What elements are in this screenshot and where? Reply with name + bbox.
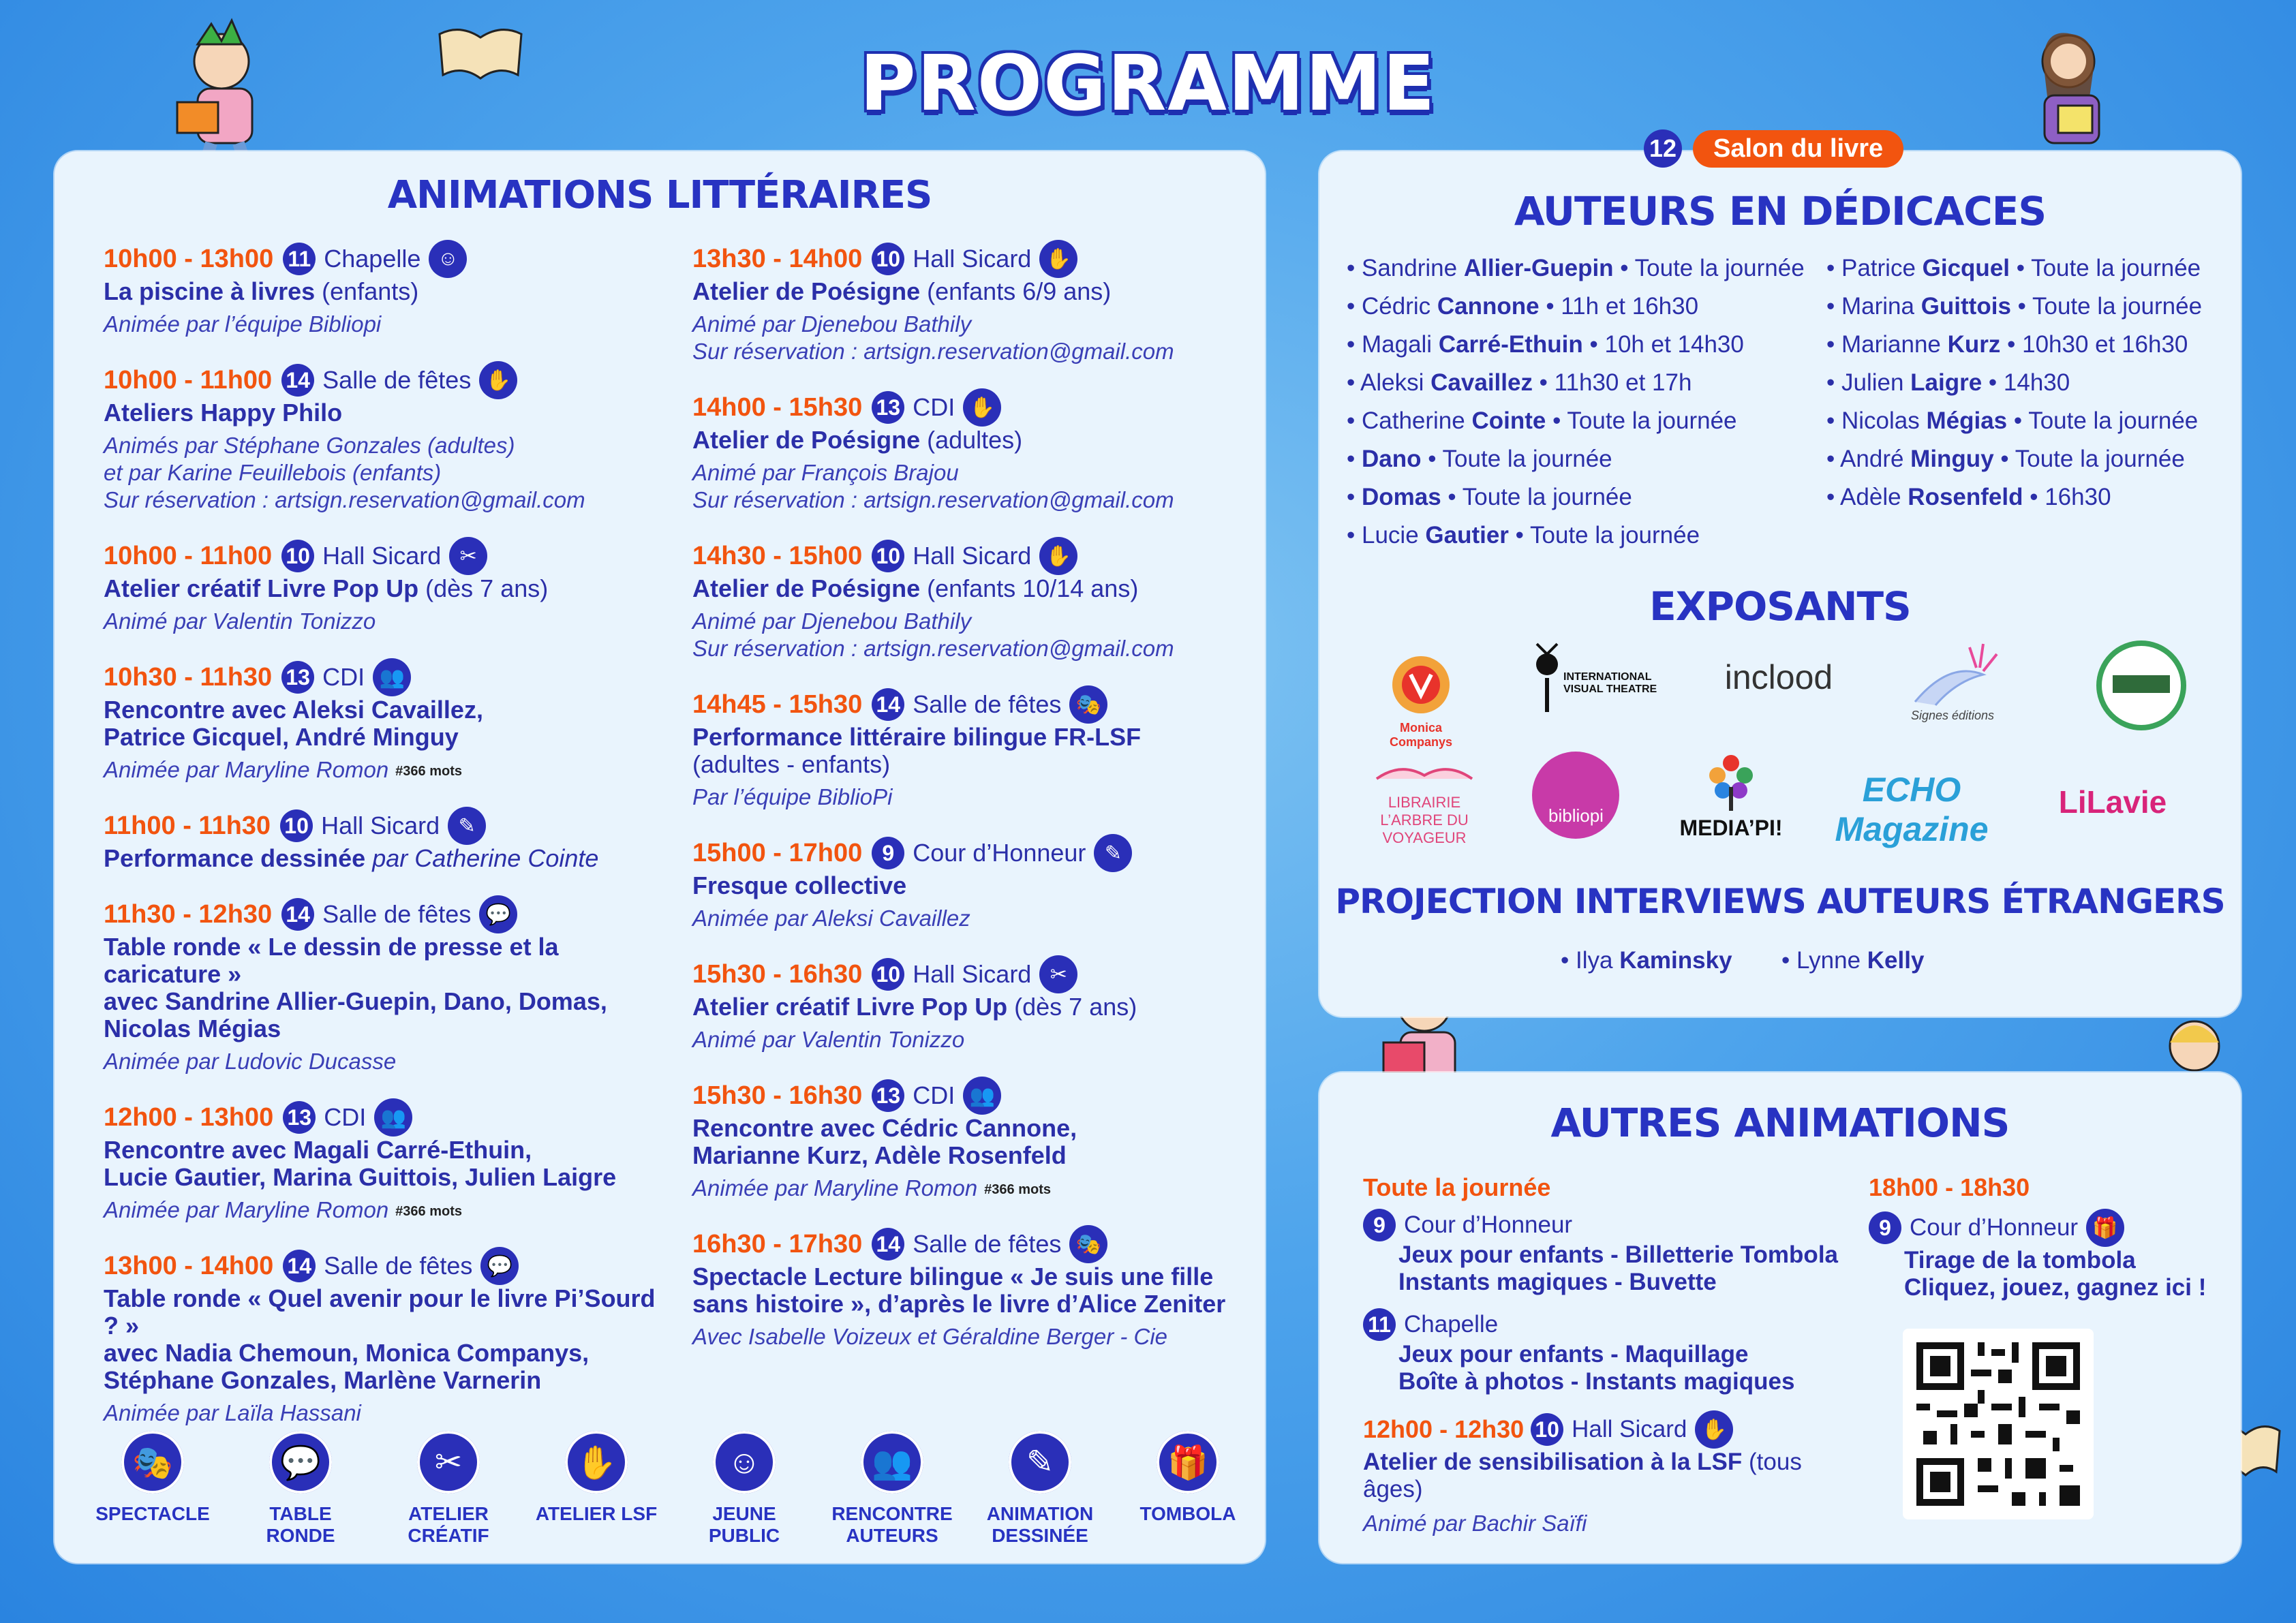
event-host: Animé par Djenebou Bathily — [692, 311, 972, 337]
location-number: 14 — [872, 688, 904, 721]
author-row: • Dano • Toute la journée — [1347, 446, 1612, 472]
rencontre-auteurs-icon: 👥 — [374, 1098, 412, 1137]
author-first-name: Sandrine — [1361, 255, 1464, 281]
activity-line: Tirage de la tombola — [1904, 1247, 2136, 1273]
event-header — [692, 685, 1251, 724]
location-name: Chapelle — [1404, 1311, 1499, 1338]
location-name: Salle de fêtes — [913, 690, 1062, 718]
event-time: 10h00 - 11h00 — [104, 365, 273, 395]
event-host: Sur réservation : artsign.reservation@gmail.com — [692, 636, 1174, 661]
activity-line: Boîte à photos - Instants magiques — [1398, 1368, 1795, 1395]
366-mots-logo: #366 mots — [395, 764, 463, 779]
atelier-lsf-icon: ✋ — [565, 1431, 628, 1494]
authors-list-right — [1826, 249, 2202, 516]
event-time: 12h00 - 12h30 — [1363, 1415, 1525, 1443]
legend-label: RENCONTRE — [831, 1503, 953, 1524]
event-time: 18h00 - 18h30 — [1869, 1173, 2030, 1201]
event-host: Animés par Stéphane Gonzales (adultes) — [104, 433, 515, 458]
location-name: Cour d’Honneur — [913, 839, 1086, 867]
author-last-name: Gicquel — [1922, 255, 2010, 281]
author-last-name: Dano — [1361, 446, 1422, 472]
logo-inclood: inclood — [1724, 658, 1833, 696]
event-title-line: Stéphane Gonzales, Marlène Varnerin — [104, 1366, 542, 1394]
projection-person: • Lynne Kelly — [1781, 947, 1925, 974]
event-host: Animé par Bachir Saïfi — [1363, 1511, 1587, 1536]
salon-header — [1644, 129, 1903, 168]
animation-dessinee-icon: ✎ — [1094, 834, 1132, 872]
atelier-lsf-icon: ✋ — [963, 388, 1001, 427]
legend-item — [85, 1431, 221, 1525]
author-first-name: Catherine — [1361, 407, 1472, 434]
event-item — [692, 1225, 1251, 1350]
location-number: 11 — [1363, 1308, 1396, 1341]
event-header — [104, 658, 662, 696]
activity-line: Instants magiques - Buvette — [1398, 1269, 1717, 1295]
jeune-public-icon: ☺ — [713, 1431, 776, 1494]
location-number: 10 — [280, 809, 313, 842]
activity-line: Jeux pour enfants - Maquillage — [1398, 1341, 1749, 1367]
legend-item — [380, 1431, 517, 1547]
legend-item — [528, 1431, 664, 1525]
legend-label: SPECTACLE — [95, 1503, 210, 1524]
author-time: • 10h30 et 16h30 — [2000, 331, 2188, 358]
event-host: Animée par Laïla Hassani — [104, 1400, 361, 1425]
legend-label: TABLE — [269, 1503, 332, 1524]
event-title: Table ronde « Le dessin de presse et la caricature » — [104, 933, 559, 988]
event-header — [104, 807, 662, 845]
location-name: Hall Sicard — [913, 245, 1032, 273]
event-title-line: sans histoire », d’après le livre d’Alice Zeniter — [692, 1290, 1226, 1318]
event-host: Animée par l’équipe Bibliopi — [104, 311, 382, 337]
location-name: Hall Sicard — [913, 542, 1032, 570]
location-name: Cour d’Honneur — [1910, 1214, 2079, 1241]
author-last-name: Guittois — [1920, 293, 2011, 320]
location-number: 10 — [872, 243, 904, 275]
location-number: 14 — [283, 1250, 316, 1282]
event-header — [692, 537, 1251, 575]
legend-label: ATELIER LSF — [535, 1503, 658, 1524]
location-name: Hall Sicard — [321, 812, 440, 839]
event-time: 10h00 - 11h00 — [104, 541, 273, 570]
event-title: Atelier de Poésigne (adultes) — [692, 426, 1023, 454]
projection-person: • Ilya Kaminsky — [1561, 947, 1732, 974]
event-item — [692, 388, 1251, 514]
location-name: Salle de fêtes — [913, 1230, 1062, 1258]
legend-item — [824, 1431, 960, 1547]
event-title: Atelier de Poésigne (enfants 6/9 ans) — [692, 277, 1112, 305]
authors-list-left — [1347, 249, 1805, 555]
author-last-name: Minguy — [1910, 446, 1994, 472]
event-time: 14h45 - 15h30 — [692, 690, 863, 719]
author-time: • 11h30 et 17h — [1532, 369, 1692, 396]
event-host: Sur réservation : artsign.reservation@gmail.com — [692, 339, 1174, 364]
event-time: 11h00 - 11h30 — [104, 811, 271, 840]
author-row: • Lucie Gautier • Toute la journée — [1347, 522, 1700, 548]
event-host: Animée par Maryline Romon #366 mots — [692, 1175, 1052, 1201]
event-time: 14h00 - 15h30 — [692, 392, 863, 422]
event-title: Fresque collective — [692, 871, 907, 899]
author-row: • Catherine Cointe • Toute la journée — [1347, 407, 1737, 434]
event-item — [104, 1098, 662, 1224]
event-title: Atelier de sensibilisation à la LSF (tous âges) — [1363, 1449, 1802, 1502]
event-time: 15h30 - 16h30 — [692, 959, 863, 989]
rencontre-auteurs-icon: 👥 — [861, 1431, 923, 1494]
atelier-lsf-icon: ✋ — [1039, 240, 1077, 278]
event-title: Spectacle Lecture bilingue « Je suis une fille — [692, 1263, 1214, 1290]
author-last-name: Cointe — [1471, 407, 1546, 434]
table-ronde-icon: 💬 — [479, 895, 517, 933]
legend-label: RONDE — [266, 1525, 335, 1546]
animation-dessinee-icon: ✎ — [448, 807, 486, 845]
location-name: CDI — [913, 393, 955, 421]
event-item — [692, 685, 1251, 811]
location-number: 9 — [872, 837, 904, 869]
event-host: Animé par Valentin Tonizzo — [692, 1027, 965, 1052]
legend-label: AUTEURS — [846, 1525, 938, 1546]
event-host: Animée par Aleksi Cavaillez — [692, 906, 970, 931]
author-first-name: Adèle — [1840, 484, 1908, 510]
qr-code[interactable] — [1903, 1329, 2094, 1519]
location-number: 10 — [281, 540, 314, 572]
location-name: Hall Sicard — [322, 542, 442, 570]
logo-signes-editions: Signes éditions — [1895, 634, 2010, 736]
logo-lilavie: LiLavie — [2058, 784, 2167, 820]
event-time: 13h30 - 14h00 — [692, 244, 863, 273]
animations-title: ANIMATIONS LITTÉRAIRES — [387, 173, 932, 217]
event-header — [692, 834, 1251, 872]
location-number: 11 — [283, 243, 316, 275]
event-time: 11h30 - 12h30 — [104, 899, 273, 929]
exposants-title: EXPOSANTS — [1649, 583, 1911, 630]
activity-line: Jeux pour enfants - Billetterie Tombola — [1398, 1241, 1839, 1268]
event-header — [692, 240, 1251, 278]
author-row: • Magali Carré-Ethuin • 10h et 14h30 — [1347, 331, 1744, 358]
event-audience: (adultes - enfants) — [692, 750, 891, 778]
location-name: Hall Sicard — [1572, 1416, 1687, 1442]
location-number: 10 — [872, 958, 904, 991]
location-number: 13 — [872, 391, 904, 424]
spectacle-icon: 🎭 — [121, 1431, 184, 1494]
legend-label: TOMBOLA — [1139, 1503, 1236, 1524]
author-row: • Nicolas Mégias • Toute la journée — [1826, 407, 2199, 434]
event-item — [104, 658, 662, 784]
event-title: Rencontre avec Magali Carré-Ethuin, — [104, 1136, 532, 1164]
location-number: 13 — [281, 661, 314, 694]
author-row: • Cédric Cannone • 11h et 16h30 — [1347, 293, 1699, 320]
location-name: CDI — [913, 1081, 955, 1109]
author-first-name: Nicolas — [1841, 407, 1927, 434]
legend-label: JEUNE — [712, 1503, 776, 1524]
atelier-lsf-icon: ✋ — [479, 361, 517, 399]
event-host: Par l’équipe BiblioPi — [692, 784, 893, 809]
event-title-line: Marianne Kurz, Adèle Rosenfeld — [692, 1141, 1067, 1169]
event-item — [104, 361, 662, 514]
location-name: CDI — [322, 663, 365, 691]
event-host: Animé par François Brajou — [692, 460, 959, 485]
event-host: Animé par Valentin Tonizzo — [104, 608, 376, 634]
event-title: La piscine à livres (enfants) — [104, 277, 419, 305]
salon-badge: Salon du livre — [1693, 130, 1903, 168]
legend-item — [1120, 1431, 1256, 1525]
location-number: 14 — [281, 364, 314, 397]
activity-line: Cliquez, jouez, gagnez ici ! — [1904, 1274, 2207, 1301]
spectacle-icon: 🎭 — [1069, 1225, 1107, 1263]
event-item — [104, 895, 662, 1075]
author-time: • 14h30 — [1982, 369, 2070, 396]
scissors-icon: ✂ — [449, 537, 487, 575]
event-title-line: avec Nadia Chemoun, Monica Companys, — [104, 1339, 590, 1367]
logo-green-circle — [2094, 638, 2189, 733]
atelier-lsf-icon: ✋ — [1039, 537, 1077, 575]
author-last-name: Domas — [1361, 484, 1441, 510]
location-number: 10 — [1531, 1413, 1563, 1446]
event-item — [104, 807, 662, 872]
366-mots-logo: #366 mots — [395, 1204, 463, 1220]
logo-ivt: INTERNATIONAL VISUAL THEATRE — [1533, 637, 1656, 726]
event-header — [104, 895, 662, 933]
event-header — [692, 1225, 1251, 1263]
rencontre-auteurs-icon: 👥 — [963, 1077, 1001, 1115]
author-last-name: Rosenfeld — [1908, 484, 2023, 510]
atelier-lsf-icon: ✋ — [1695, 1410, 1733, 1449]
author-last-name: Cavaillez — [1430, 369, 1533, 396]
tombola-icon: 🎁 — [1157, 1431, 1219, 1494]
location-name: Salle de fêtes — [322, 366, 472, 394]
event-header — [692, 955, 1251, 993]
author-last-name: Cannone — [1437, 293, 1540, 320]
author-last-name: Kurz — [1947, 331, 2001, 358]
author-last-name: Allier-Guepin — [1463, 255, 1614, 281]
autres-left — [1363, 1173, 1854, 1537]
event-title: Atelier créatif Livre Pop Up (dès 7 ans) — [104, 574, 549, 602]
event-title-line: Patrice Gicquel, André Minguy — [104, 723, 459, 751]
author-time: • Toute la journée — [1421, 446, 1612, 472]
event-time: 16h30 - 17h30 — [692, 1229, 863, 1258]
event-host: et par Karine Feuillebois (enfants) — [104, 460, 442, 485]
event-header — [692, 1077, 1251, 1115]
event-title: Performance littéraire bilingue FR-LSF — [692, 723, 1142, 751]
projection-title: PROJECTION INTERVIEWS AUTEURS ÉTRANGERS — [1335, 882, 2225, 921]
legend-label: ATELIER — [408, 1503, 489, 1524]
event-title: Performance dessinée par Catherine Cointe — [104, 844, 599, 872]
location-number: 14 — [281, 898, 314, 931]
location-number: 9 — [1363, 1209, 1396, 1241]
366-mots-logo: #366 mots — [984, 1182, 1052, 1198]
event-item — [692, 537, 1251, 662]
event-item — [104, 240, 662, 338]
location-number: 13 — [283, 1101, 316, 1134]
event-title: Atelier de Poésigne (enfants 10/14 ans) — [692, 574, 1139, 602]
author-time: • 16h30 — [2023, 484, 2111, 510]
event-host: Animée par Maryline Romon #366 mots — [104, 757, 463, 782]
event-time: 10h00 - 13h00 — [104, 244, 274, 273]
all-day-label: Toute la journée — [1363, 1173, 1551, 1201]
location-name: Cour d’Honneur — [1404, 1211, 1573, 1238]
author-time: • Toute la journée — [2010, 293, 2203, 320]
logo-mediapi: MEDIA’PI! — [1670, 749, 1792, 845]
event-item — [692, 955, 1251, 1053]
location-number: 14 — [872, 1228, 904, 1261]
page-title: PROGRAMME — [859, 40, 1437, 128]
event-title-line: avec Sandrine Allier-Guepin, Dano, Domas, — [104, 987, 607, 1015]
location-name: Chapelle — [324, 245, 421, 273]
author-row: • Adèle Rosenfeld • 16h30 — [1826, 484, 2111, 510]
legend-label: PUBLIC — [708, 1525, 780, 1546]
animations-left-column — [104, 240, 662, 1450]
authors-title: AUTEURS EN DÉDICACES — [1514, 188, 2047, 234]
location-name: Salle de fêtes — [322, 900, 472, 928]
author-last-name: Gautier — [1425, 522, 1509, 548]
autres-title: AUTRES ANIMATIONS — [1550, 1100, 2010, 1146]
event-host: Animée par Maryline Romon #366 mots — [104, 1197, 463, 1222]
event-item — [692, 240, 1251, 365]
event-item — [692, 834, 1251, 932]
event-title: Ateliers Happy Philo — [104, 399, 343, 427]
legend-label: CRÉATIF — [408, 1525, 489, 1546]
event-title: Atelier créatif Livre Pop Up (dès 7 ans) — [692, 993, 1137, 1021]
table-ronde-icon: 💬 — [480, 1247, 519, 1285]
event-header — [104, 240, 662, 278]
event-host: Sur réservation : artsign.reservation@gmail.com — [692, 487, 1174, 512]
event-item — [692, 1077, 1251, 1202]
location-name: Hall Sicard — [913, 960, 1032, 988]
author-first-name: Marina — [1841, 293, 1921, 320]
author-row: • Patrice Gicquel • Toute la journée — [1826, 255, 2201, 281]
event-title: Rencontre avec Cédric Cannone, — [692, 1114, 1077, 1142]
author-last-name: Mégias — [1926, 407, 2008, 434]
logo-monica-companys: Monica Companys — [1370, 634, 1472, 736]
logo-echo-magazine: ECHO Magazine — [1835, 771, 1989, 848]
legend-item — [972, 1431, 1108, 1547]
event-time: 10h30 - 11h30 — [104, 662, 273, 692]
author-time: • 10h et 14h30 — [1582, 331, 1744, 358]
author-time: • Toute la journée — [1441, 484, 1632, 510]
author-first-name: Marianne — [1841, 331, 1948, 358]
event-time: 14h30 - 15h00 — [692, 541, 863, 570]
event-time: 15h00 - 17h00 — [692, 838, 863, 867]
logo-arbre-du-voyageur: LIBRAIRIE L’ARBRE DU VOYAGEUR — [1366, 755, 1482, 844]
author-first-name: Cédric — [1361, 293, 1437, 320]
event-header — [104, 1247, 662, 1285]
author-first-name: André — [1840, 446, 1911, 472]
event-title-line: Nicolas Mégias — [104, 1015, 281, 1042]
rencontre-auteurs-icon: 👥 — [373, 658, 411, 696]
author-last-name: Laigre — [1910, 369, 1983, 396]
author-time: • Toute la journée — [1546, 407, 1737, 434]
author-row: • Marina Guittois • Toute la journée — [1826, 293, 2203, 320]
author-first-name: Patrice — [1841, 255, 1923, 281]
author-last-name: Carré-Ethuin — [1438, 331, 1583, 358]
legend-item — [232, 1431, 369, 1547]
event-header — [104, 361, 662, 399]
event-host: Animé par Djenebou Bathily — [692, 608, 972, 634]
author-row: • André Minguy • Toute la journée — [1826, 446, 2185, 472]
location-number: 13 — [872, 1079, 904, 1112]
event-time: 15h30 - 16h30 — [692, 1081, 863, 1110]
tombola-icon: 🎁 — [2086, 1209, 2124, 1247]
animation-dessinee-icon: ✎ — [1009, 1431, 1071, 1494]
location-number: 9 — [1869, 1211, 1901, 1244]
author-row: • Aleksi Cavaillez • 11h30 et 17h — [1347, 369, 1692, 396]
location-number: 10 — [872, 540, 904, 572]
legend-label: DESSINÉE — [992, 1525, 1088, 1546]
author-time: • Toute la journée — [1508, 522, 1700, 548]
author-first-name: Julien — [1841, 369, 1911, 396]
location-name: CDI — [324, 1103, 367, 1131]
legend-label: ANIMATION — [986, 1503, 1094, 1524]
event-header — [104, 537, 662, 575]
autres-right — [1869, 1173, 2223, 1301]
author-time: • Toute la journée — [1613, 255, 1805, 281]
author-time: • Toute la journée — [1993, 446, 2185, 472]
spectacle-icon: 🎭 — [1069, 685, 1107, 724]
author-time: • 11h et 16h30 — [1539, 293, 1699, 320]
event-title-line: Lucie Gautier, Marina Guittois, Julien Laigre — [104, 1163, 617, 1191]
event-header — [692, 388, 1251, 427]
logo-bibliopi: bibliopi — [1530, 749, 1622, 841]
event-item — [104, 1247, 662, 1427]
author-row: • Marianne Kurz • 10h30 et 16h30 — [1826, 331, 2188, 358]
author-time: • Toute la journée — [2010, 255, 2201, 281]
author-first-name: Magali — [1361, 331, 1439, 358]
event-item — [104, 537, 662, 635]
event-reservation: Sur réservation : artsign.reservation@gmail.com — [104, 487, 585, 512]
scissors-icon: ✂ — [1039, 955, 1077, 993]
jeune-public-icon: ☺ — [429, 240, 467, 278]
event-host: Animée par Ludovic Ducasse — [104, 1049, 397, 1074]
legend-item — [676, 1431, 812, 1547]
event-title: Rencontre avec Aleksi Cavaillez, — [104, 696, 483, 724]
author-time: • Toute la journée — [2007, 407, 2199, 434]
event-header — [104, 1098, 662, 1137]
event-title: Table ronde « Quel avenir pour le livre Pi’Sourd ? » — [104, 1284, 656, 1340]
location-name: Salle de fêtes — [324, 1252, 473, 1280]
scissors-icon: ✂ — [417, 1431, 480, 1494]
animations-right-column — [692, 240, 1251, 1374]
table-ronde-icon: 💬 — [269, 1431, 332, 1494]
author-row: • Julien Laigre • 14h30 — [1826, 369, 2070, 396]
location-number: 12 — [1644, 129, 1682, 168]
event-time: 12h00 - 13h00 — [104, 1102, 274, 1132]
author-first-name: Aleksi — [1360, 369, 1431, 396]
author-row: • Domas • Toute la journée — [1347, 484, 1632, 510]
event-host: Avec Isabelle Voizeux et Géraldine Berger - Cie — [692, 1324, 1168, 1349]
author-first-name: Lucie — [1361, 522, 1426, 548]
event-time: 13h00 - 14h00 — [104, 1251, 274, 1280]
author-row: • Sandrine Allier-Guepin • Toute la journée — [1347, 255, 1805, 281]
event-host: par Catherine Cointe — [365, 844, 599, 872]
